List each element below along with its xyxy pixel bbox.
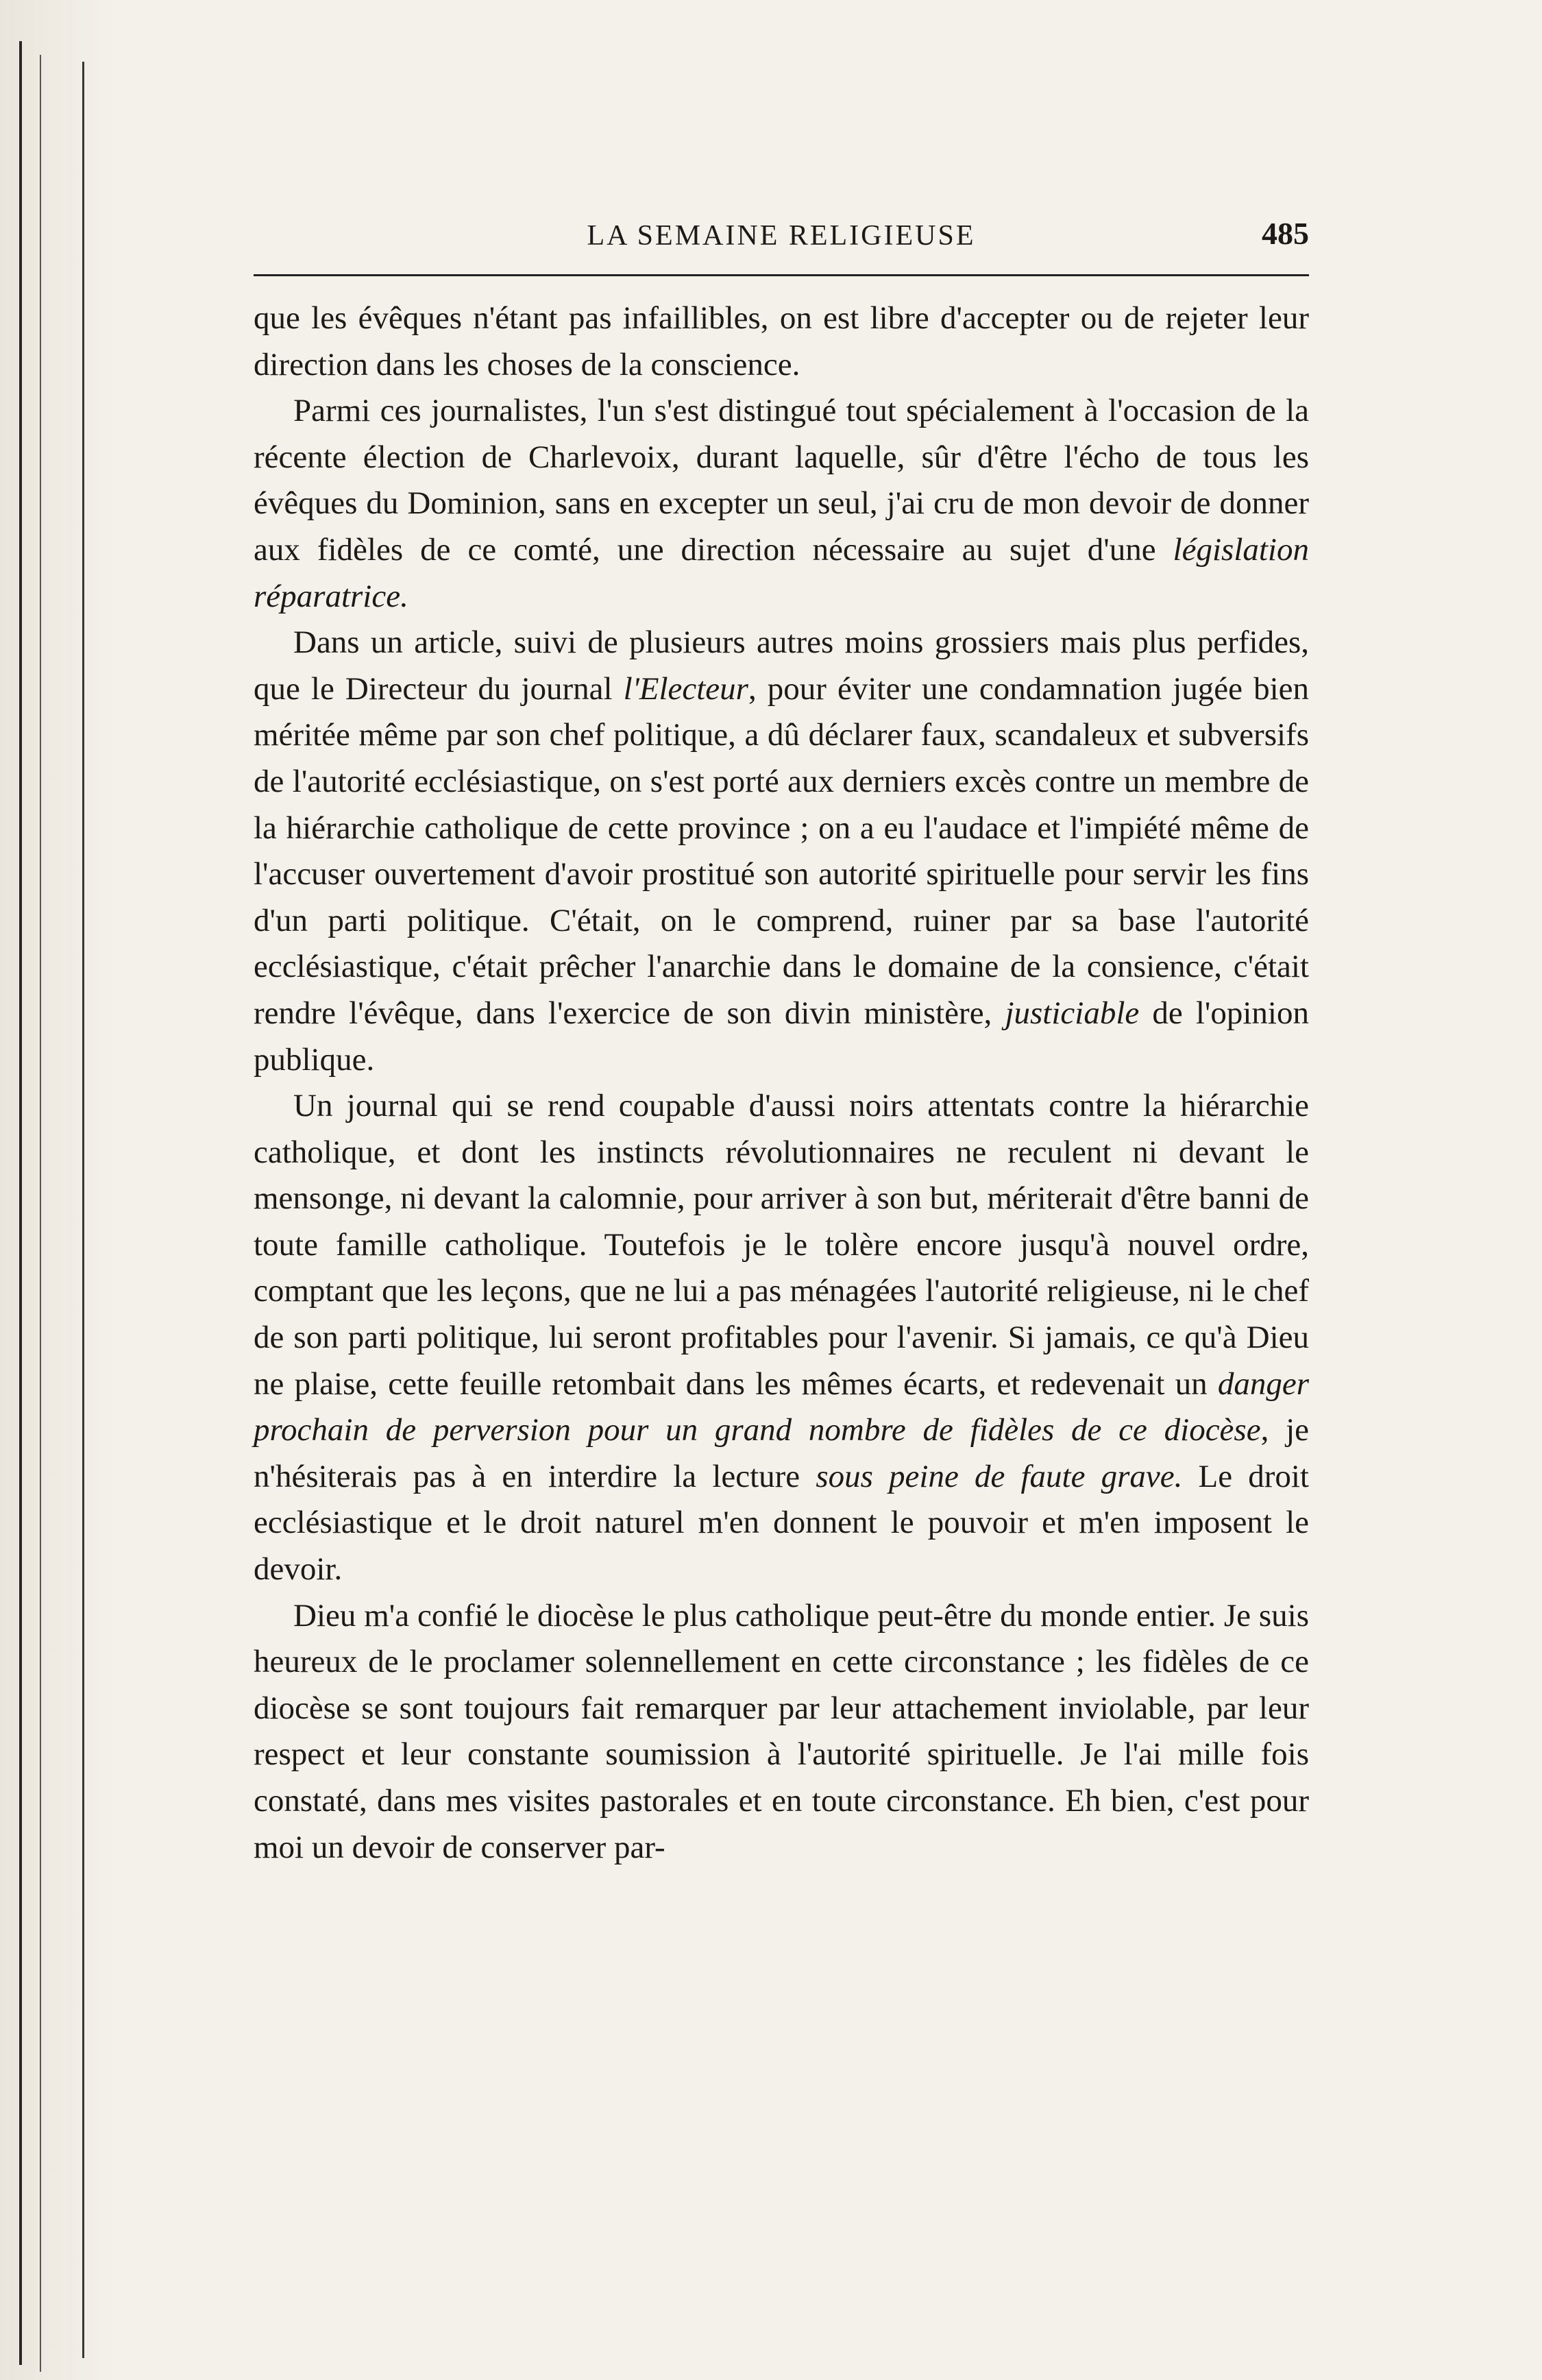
- paragraph: [254, 1083, 1309, 1593]
- paragraph: [254, 1593, 1309, 1871]
- text-run: , je n'hésiterais pas à en interdire la lecture: [254, 1412, 1309, 1494]
- running-header: [254, 212, 1309, 276]
- text-run: , pour éviter une condamnation jugée bien méritée même par son chef politique, a dû déclarer faux, scandaleux et subversifs de l'autorité ecclésiastique, on s'est porté aux derniers excès contre un membre de la hiérarchie catholique de cette province ; on a eu l'audace et l'impiété même de l'accuser ouvertement d'avoir prostitué son autorité spirituelle pour servir les fins d'un parti politique. C'était, on le comprend, ruiner par sa base l'autorité ecclésiastique, c'était prêcher l'anarchie dans le domaine de la consience, c'était rendre l'évêque, dans l'exercice de son divin ministère,: [254, 670, 1309, 1031]
- paragraph: [254, 388, 1309, 620]
- running-title: LA SEMAINE RELIGIEUSE: [587, 220, 976, 252]
- text-run: Parmi ces journalistes, l'un s'est distingué tout spécialement à l'occasion de la récente élection de Charlevoix, durant laquelle, sûr d'être l'écho de tous les évêques du Dominion, sans en excepter un seul, j'ai cru de mon devoir de donner aux fidèles de ce comté, une direction nécessaire au sujet d'une: [254, 393, 1309, 568]
- text-run: que les évêques n'étant pas infaillibles, on est libre d'accepter ou de rejeter leur direction dans les choses de la conscience.: [254, 300, 1309, 382]
- paragraph: [254, 620, 1309, 1083]
- text-run: Dans un article, suivi de plusieurs autres moins grossiers mais plus perfides, que le Directeur du journal: [254, 624, 1309, 707]
- italic-run: danger prochain de perversion pour un grand nombre de fidèles de ce diocèse: [254, 1365, 1309, 1448]
- text-run: Dieu m'a confié le diocèse le plus catholique peut-être du monde entier. Je suis heureux de le proclamer solennellement en cette circonstance ; les fidèles de ce diocèse se sont toujours fait remarquer par leur attachement inviolable, par leur respect et leur constante soumission à l'autorité spirituelle. Je l'ai mille fois constaté, dans mes visites pastorales et en toute circonstance. Eh bien, c'est pour moi un devoir de conserver par-: [254, 1597, 1309, 1865]
- page-number: 485: [1262, 216, 1309, 251]
- italic-run: l'Electeur: [623, 670, 748, 707]
- document-page: [254, 212, 1309, 1871]
- text-run: Un journal qui se rend coupable d'aussi noirs attentats contre la hiérarchie catholique, et dont les instincts révolutionnaires ne reculent ni devant le mensonge, ni devant la calomnie, pour arriver à son but, mériterait d'être banni de toute famille catholique. Toutefois je le tolère encore jusqu'à nouvel ordre, comptant que les leçons, que ne lui a pas ménagées l'autorité religieuse, ni le chef de son parti politique, lui seront profitables pour l'avenir. Si jamais, ce qu'à Dieu ne plaise, cette feuille retombait dans les mêmes écarts, et redevenait un: [254, 1088, 1309, 1402]
- paragraph: [254, 295, 1309, 388]
- binding-shadow-line: [40, 55, 41, 2372]
- italic-run: justiciable: [1005, 995, 1140, 1031]
- text-run: de l'opinion publique.: [254, 995, 1309, 1078]
- italic-run: sous peine de faute grave.: [816, 1458, 1183, 1494]
- body-text: [254, 295, 1309, 1871]
- book-binding-edge: [0, 0, 117, 2380]
- italic-run: législation réparatrice.: [254, 531, 1309, 614]
- binding-shadow-line: [19, 41, 22, 2365]
- binding-shadow-line: [82, 62, 84, 2358]
- text-run: Le droit ecclésiastique et le droit naturel m'en donnent le pouvoir et m'en imposent le devoir.: [254, 1458, 1309, 1588]
